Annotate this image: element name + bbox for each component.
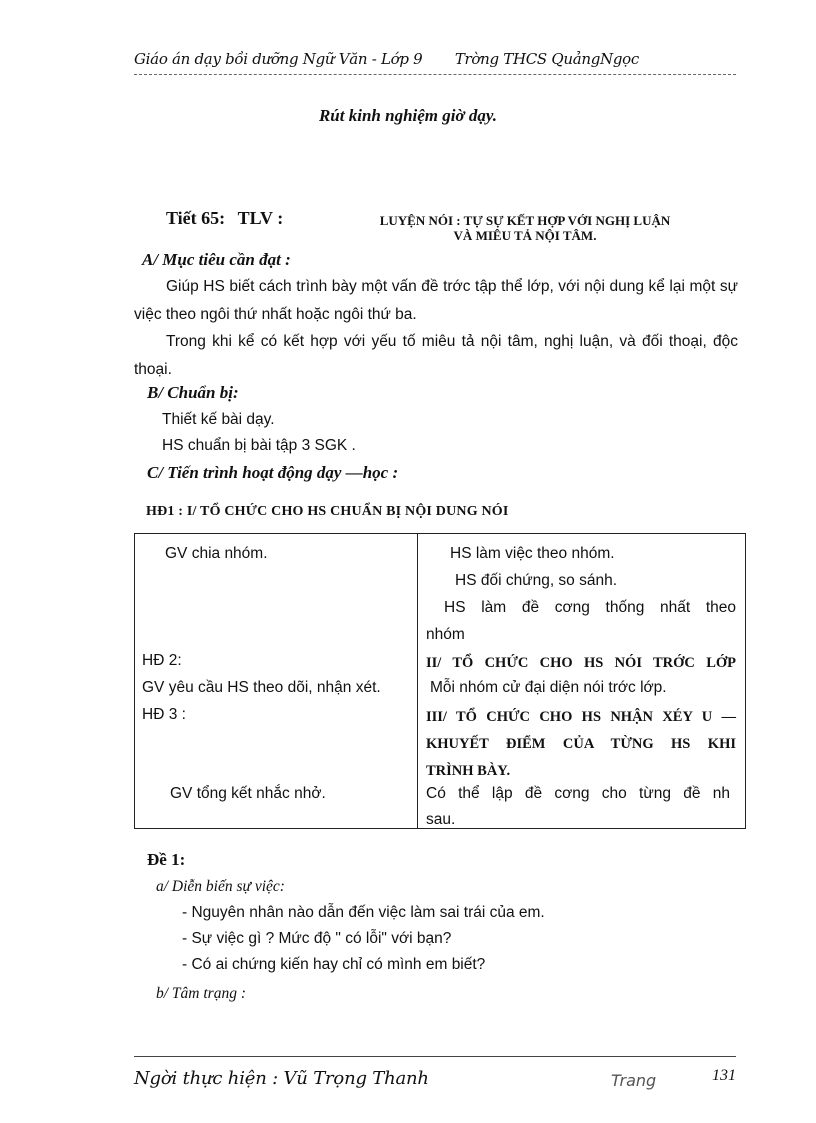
table-right-hs-lam-viec: HS làm việc theo nhóm. bbox=[450, 545, 615, 562]
section-a-paragraph-2 bbox=[134, 328, 738, 383]
section-a-p1-text: Giúp HS biết cách trình bày một vấn đề trớc tập thể lớp, với nội dung kể lại một sự việc theo ngôi thứ nhất hoặc ngôi thứ ba. bbox=[134, 278, 738, 323]
footer-trang-label: Trang bbox=[611, 1071, 657, 1090]
table-right-khuyet-diem: KHUYẾT ĐIỂM CỦA TỪNG HS KHI bbox=[426, 736, 736, 752]
section-b-heading: B/ Chuẩn bị: bbox=[147, 383, 239, 402]
lesson-number bbox=[166, 208, 283, 229]
table-left-gv-yeu-cau: GV yêu cầu HS theo dõi, nhận xét. bbox=[142, 679, 381, 696]
activity-table-divider bbox=[417, 533, 418, 828]
hd1-heading: HĐ1 : I/ TỔ CHỨC CHO HS CHUẨN BỊ NỘI DUNG NÓI bbox=[146, 504, 509, 519]
table-right-hs-doi-chung: HS đối chứng, so sánh. bbox=[455, 572, 618, 589]
footer-page-number: 131 bbox=[712, 1067, 736, 1084]
table-right-hs-lam-de-cuong: HS làm đề cơng thống nhất theo bbox=[444, 599, 736, 616]
lesson-type: TLV : bbox=[237, 208, 284, 228]
table-right-trinh-bay: TRÌNH BÀY. bbox=[426, 763, 511, 779]
table-right-lap-de-cuong: Có thể lập đề cơng cho từng đề nh bbox=[426, 785, 730, 802]
page-header bbox=[134, 50, 639, 68]
section-a-heading: A/ Mục tiêu cần đạt : bbox=[142, 250, 291, 269]
lesson-tiet: Tiết 65: bbox=[166, 208, 226, 228]
table-left-gv-tong-ket: GV tổng kết nhắc nhở. bbox=[170, 785, 326, 802]
de1-a-label: a/ Diễn biến sự việc: bbox=[156, 878, 285, 895]
lesson-title-line1: LUYỆN NÓI : TỰ SỰ KẾT HỢP VỚI NGHỊ LUẬN bbox=[379, 213, 671, 228]
de1-bullet-1: - Nguyên nhân nào dẫn đến việc làm sai trái của em. bbox=[182, 904, 545, 921]
header-school: Trờng THCS QuảngNgọc bbox=[454, 50, 639, 68]
de1-b-label: b/ Tâm trạng : bbox=[156, 985, 246, 1002]
table-right-sau: sau. bbox=[426, 811, 456, 827]
section-a-p2-text: Trong khi kể có kết hợp với yếu tố miêu tả nội tâm, nghị luận, và đối thoại, độc thoại. bbox=[134, 333, 738, 378]
section-c-heading: C/ Tiến trình hoạt động dạy —học : bbox=[147, 463, 399, 482]
table-left-hd3: HĐ 3 : bbox=[142, 706, 186, 723]
de1-bullet-3: - Có ai chứng kiến hay chỉ có mình em biết? bbox=[182, 956, 486, 973]
footer-divider bbox=[134, 1056, 736, 1057]
table-right-to-chuc-nhan-xet: III/ TỔ CHỨC CHO HS NHẬN XÉY U — bbox=[426, 709, 736, 725]
section-a-paragraph-1 bbox=[134, 273, 738, 328]
lesson-title bbox=[330, 213, 720, 243]
table-right-nhom: nhóm bbox=[426, 626, 465, 643]
section-b-line-1: Thiết kế bài dạy. bbox=[162, 411, 275, 428]
de1-heading: Đề 1: bbox=[147, 850, 186, 869]
section-b-line-2: HS chuẩn bị bài tập 3 SGK . bbox=[162, 437, 356, 454]
footer-author: Ngời thực hiện : Vũ Trọng Thanh bbox=[134, 1068, 429, 1089]
header-course: Giáo án dạy bồi dưỡng Ngữ Văn - Lớp 9 bbox=[134, 50, 423, 68]
rut-kinh-nghiem-heading: Rút kinh nghiệm giờ dạy. bbox=[318, 106, 498, 125]
de1-bullet-2: - Sự việc gì ? Mức độ " có lỗi" với bạn? bbox=[182, 930, 452, 947]
table-left-gv-chia-nhom: GV chia nhóm. bbox=[165, 545, 268, 562]
table-right-moi-nhom: Mỗi nhóm cử đại diện nói trớc lớp. bbox=[430, 679, 667, 696]
lesson-title-line2: VÀ MIÊU TẢ NỘI TÂM. bbox=[453, 228, 597, 243]
table-left-hd2: HĐ 2: bbox=[142, 652, 182, 669]
header-divider bbox=[134, 74, 736, 75]
table-right-to-chuc-noi: II/ TỔ CHỨC CHO HS NÓI TRỚC LỚP bbox=[426, 655, 736, 671]
